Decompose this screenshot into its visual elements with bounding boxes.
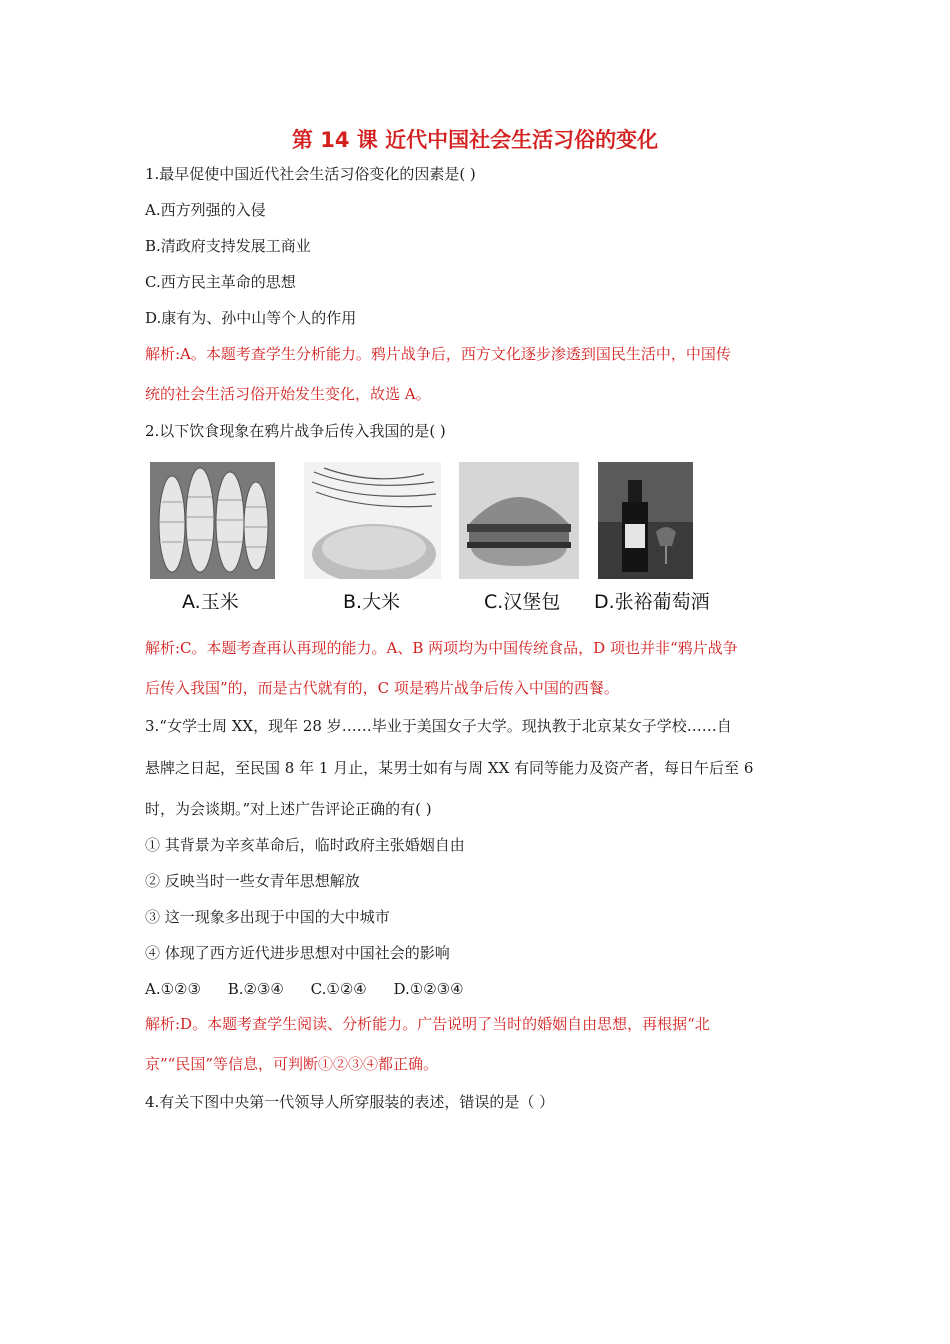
q1-analysis-line2: 统的社会生活习俗开始发生变化，故选 A。 <box>145 385 431 403</box>
caption-hamburger: C.汉堡包 <box>484 591 561 613</box>
q2-analysis-line1: 解析:C。本题考查再认再现的能力。A、B 两项均为中国传统食品，D 项也并非“鸦片战争 <box>145 639 738 657</box>
q2-analysis-line2: 后传入我国”的，而是古代就有的，C 项是鸦片战争后传入中国的西餐。 <box>145 679 619 697</box>
q3-item-3: ③ 这一现象多出现于中国的大中城市 <box>145 908 390 926</box>
q1-stem: 1.最早促使中国近代社会生活习俗变化的因素是( ) <box>145 165 476 183</box>
q4-stem: 4.有关下图中央第一代领导人所穿服装的表述，错误的是（ ） <box>145 1093 555 1111</box>
q1-option-b: B.清政府支持发展工商业 <box>145 237 311 255</box>
corn-image <box>150 462 275 579</box>
caption-corn: A.玉米 <box>182 591 239 613</box>
rice-image <box>304 462 441 579</box>
q3-option-a: A.①②③ <box>145 980 201 998</box>
caption-wine: D.张裕葡萄酒 <box>594 591 710 613</box>
caption-rice: B.大米 <box>343 591 401 613</box>
q2-stem: 2.以下饮食现象在鸦片战争后传入我国的是( ) <box>145 422 446 440</box>
q1-option-d: D.康有为、孙中山等个人的作用 <box>145 309 357 327</box>
q3-item-4: ④ 体现了西方近代进步思想对中国社会的影响 <box>145 944 450 962</box>
page-title: 第 14 课 近代中国社会生活习俗的变化 <box>291 128 659 152</box>
q3-option-b: B.②③④ <box>227 980 284 998</box>
q3-option-c: C.①②④ <box>310 980 367 998</box>
q3-analysis-line2: 京”“民国”等信息，可判断①②③④都正确。 <box>145 1055 439 1073</box>
q3-stem-line2: 悬牌之日起，至民国 8 年 1 月止，某男士如有与周 XX 有同等能力及资产者，每日午后至 6 <box>145 759 754 777</box>
q3-analysis-line1: 解析:D。本题考查学生阅读、分析能力。广告说明了当时的婚姻自由思想，再根据“北 <box>145 1015 710 1033</box>
q3-option-d: D.①②③④ <box>393 980 464 998</box>
q3-stem-line1: 3.“女学士周 XX，现年 28 岁……毕业于美国女子大学。现执教于北京某女子学校……自 <box>145 717 732 735</box>
q3-options <box>145 979 486 999</box>
hamburger-image <box>459 462 579 579</box>
q3-item-1: ① 其背景为辛亥革命后，临时政府主张婚姻自由 <box>145 836 465 854</box>
q3-item-2: ② 反映当时一些女青年思想解放 <box>145 872 360 890</box>
q1-analysis-line1: 解析:A。本题考查学生分析能力。鸦片战争后，西方文化逐步渗透到国民生活中，中国传 <box>145 345 731 363</box>
q1-option-c: C.西方民主革命的思想 <box>145 273 296 291</box>
wine-bottle-image <box>598 462 693 579</box>
q1-option-a: A.西方列强的入侵 <box>145 201 266 219</box>
q3-stem-line3: 时，为会谈期。”对上述广告评论正确的有( ) <box>145 800 432 818</box>
